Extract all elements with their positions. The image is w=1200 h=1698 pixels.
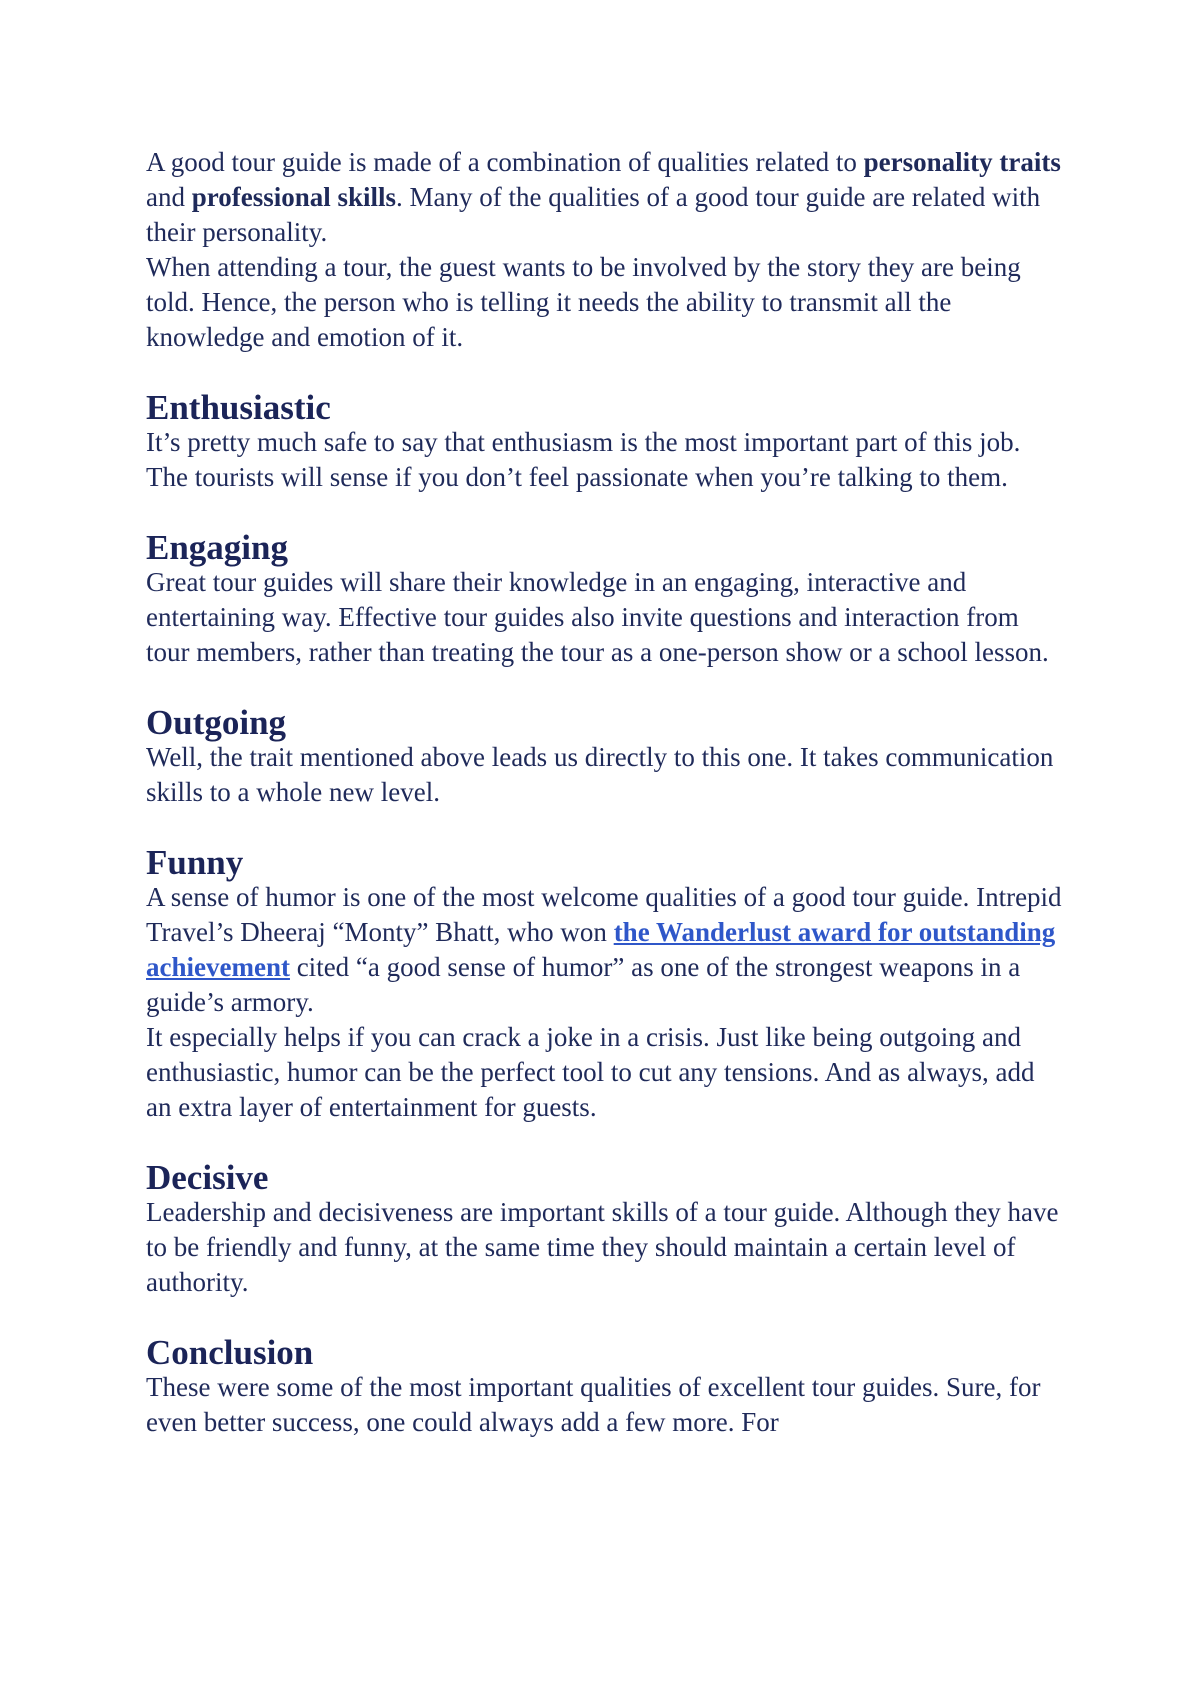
body-outgoing: Well, the trait mentioned above leads us directly to this one. It takes communication skills to a whole new level. (146, 742, 1054, 807)
body-funny-2: It especially helps if you can crack a joke in a crisis. Just like being outgoing and enthusiastic, humor can be the perfect tool to cut any tensions. And as always, add an extra layer of entertainment for guests. (146, 1022, 1035, 1122)
intro-paragraph-2: When attending a tour, the guest wants to be involved by the story they are being told. Hence, the person who is telling it needs the ability to transmit all the knowledge and emotion of it. (146, 252, 1021, 352)
body-funny-1 (146, 880, 1066, 1020)
heading-decisive: Decisive (146, 1158, 269, 1197)
intro-text-3: . Many of the qualities of a good tour guide are related with their personality. (146, 182, 1041, 247)
personality-traits-bold: personality traits (863, 147, 1061, 177)
body-enthusiastic: It’s pretty much safe to say that enthusiasm is the most important part of this job. The tourists will sense if you don’t feel passionate when you’re talking to them. (146, 427, 1021, 492)
funny-text-1: A sense of humor is one of the most welcome qualities of a good tour guide. Intrepid Travel’s Dheeraj “Monty” Bhatt, who won (146, 882, 1062, 947)
body-engaging: Great tour guides will share their knowledge in an engaging, interactive and entertaining way. Effective tour guides also invite questions and interaction from tour members, rather than treating the tour as a one-person show or a school lesson. (146, 567, 1049, 667)
heading-outgoing: Outgoing (146, 703, 287, 742)
document-page (146, 145, 1066, 1440)
heading-enthusiastic: Enthusiastic (146, 388, 331, 427)
body-decisive: Leadership and decisiveness are important skills of a tour guide. Although they have to be friendly and funny, at the same time they should maintain a certain level of authority. (146, 1197, 1059, 1297)
heading-engaging: Engaging (146, 528, 288, 567)
intro-text-2: and (146, 182, 192, 212)
intro-paragraph-1 (146, 145, 1066, 250)
body-conclusion: These were some of the most important qualities of excellent tour guides. Sure, for even better success, one could always add a few more. For (146, 1372, 1041, 1437)
funny-text-2: cited “a good sense of humor” as one of the strongest weapons in a guide’s armory. (146, 952, 1021, 1017)
heading-conclusion: Conclusion (146, 1333, 314, 1372)
intro-text-1: A good tour guide is made of a combination of qualities related to (146, 147, 864, 177)
heading-funny: Funny (146, 843, 244, 882)
wanderlust-award-link[interactable]: the Wanderlust award for outstanding achievement (146, 917, 1056, 982)
professional-skills-bold: professional skills (191, 182, 397, 212)
